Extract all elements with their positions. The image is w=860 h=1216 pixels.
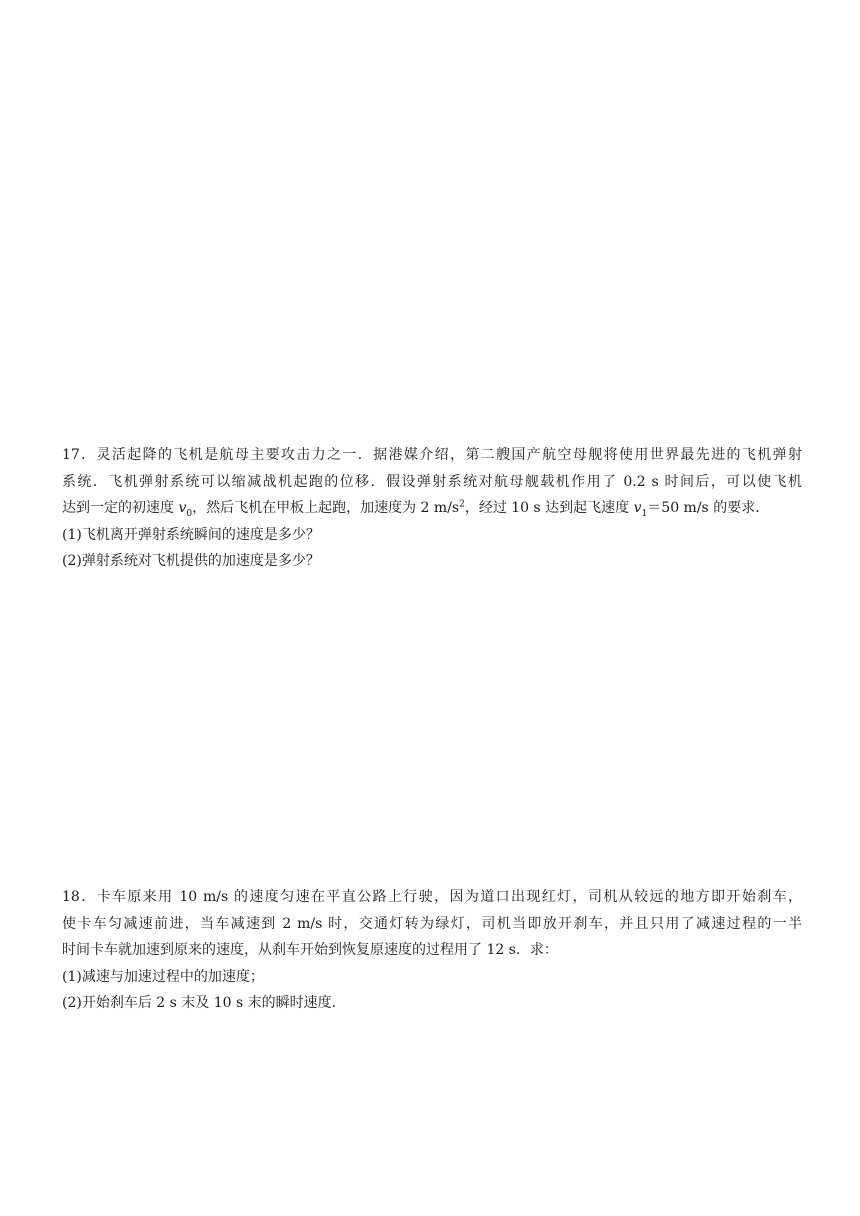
problem-17-line-3: 达到一定的初速度 $v_0$，然后飞机在甲板上起跑，加速度为 2 $m/s^2$，经过 10 s 达到起飞速度 $v_1=50$ m/s 的要求． [62,499,770,519]
problem-18-line-3: 时间卡车就加速到原来的速度，从刹车开始到恢复原速度的过程用了 12 s．求： [62,942,558,958]
problem-17-subquestion-1: (1)飞机离开弹射系统瞬间的速度是多少？ [62,526,320,543]
problem-17-line-1: 17．灵活起降的飞机是航母主要攻击力之一．据港媒介绍，第二艘国产航空母舰将使用世界最先进的飞机弹射 [62,447,802,463]
problem-18-number: 18． [62,889,97,905]
variable-v1: v [633,500,642,516]
problem-18-subquestion-1: (1)减速与加速过程中的加速度； [62,968,264,985]
problem-18-line-1: 18．卡车原来用 10 m/s 的速度匀速在平直公路上行驶，因为道口出现红灯，司机从较远的地方即开始刹车， [62,889,802,905]
problem-18-subquestion-2: (2)开始刹车后 2 s 末及 10 s 末的瞬时速度． [62,995,346,1011]
problem-17-line-2: 系统．飞机弹射系统可以缩减战机起跑的位移．假设弹射系统对航母舰载机作用了 0.2 s 时间后，可以使飞机 [62,473,802,490]
problem-17-number: 17． [62,447,97,463]
problem-18 [62,884,802,1017]
problem-18-line-2: 使卡车匀减速前进，当车减速到 2 m/s 时，交通灯转为绿灯，司机当即放开刹车，并且只用了减速过程的一半 [62,915,802,932]
variable-v0: v [178,500,187,516]
problem-17-subquestion-2: (2)弹射系统对飞机提供的加速度是多少？ [62,553,320,569]
problem-17 [62,442,802,575]
